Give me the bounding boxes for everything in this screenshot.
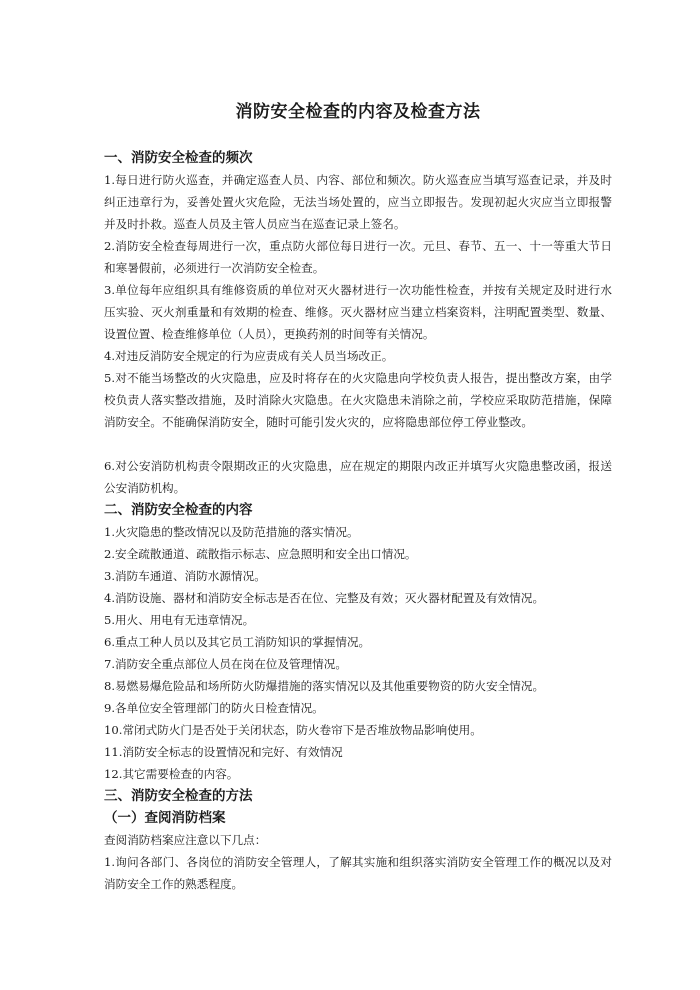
section-2-heading: 二、消防安全检查的内容 [104,502,253,518]
section-2-item-1: 1.火灾隐患的整改情况以及防范措施的落实情况。 [104,525,359,539]
section-2-item-11: 11.消防安全标志的设置情况和完好、有效情况 [104,745,343,759]
section-3-sub-1-intro: 查阅消防档案应注意以下几点： [104,833,267,847]
section-2-item-6: 6.重点工种人员以及其它员工消防知识的掌握情况。 [104,635,371,649]
section-1-heading: 一、消防安全检查的频次 [104,150,253,166]
section-2-item-10: 10.常闭式防火门是否处于关闭状态，防火卷帘下是否堆放物品影响使用。 [104,723,482,737]
section-3-sub-1-heading: （一）查阅消防档案 [104,810,226,826]
section-1-item-1: 1.每日进行防火巡查，并确定巡查人员、内容、部位和频次。防火巡查应当填写巡查记录，并及时纠正违章行为，妥善处置火灾危险，无法当场处置的，应当立即报告。发现初起火灾应当立即报警并及时扑救。巡查人员及主管人员应当在巡查记录上签名。 [104,173,612,231]
document-body [104,147,612,895]
section-2-item-12: 12.其它需要检查的内容。 [104,767,239,781]
section-1-item-3: 3.单位每年应组织具有维修资质的单位对灭火器材进行一次功能性检查，并按有关规定及时进行水压实验、灭火剂重量和有效期的检查、维修。灭火器材应当建立档案资料，注明配置类型、数量、设置位置、检查维修单位（人员），更换药剂的时间等有关情况。 [104,283,612,341]
section-1-item-6: 6.对公安消防机构责令限期改正的火灾隐患，应在规定的期限内改正并填写火灾隐患整改函，报送公安消防机构。 [104,459,612,495]
section-2-item-2: 2.安全疏散通道、疏散指示标志、应急照明和安全出口情况。 [104,547,417,561]
section-3-sub-1-item-1: 1.询问各部门、各岗位的消防安全管理人，了解其实施和组织落实消防安全管理工作的概况以及对消防安全工作的熟悉程度。 [104,855,612,891]
section-3-heading: 三、消防安全检查的方法 [104,788,253,804]
section-2-item-8: 8.易燃易爆危险品和场所防火防爆措施的落实情况以及其他重要物资的防火安全情况。 [104,679,545,693]
document-title: 消防安全检查的内容及检查方法 [235,102,481,122]
section-1-item-5: 5.对不能当场整改的火灾隐患，应及时将存在的火灾隐患向学校负责人报告，提出整改方案，由学校负责人落实整改措施，及时消除火灾隐患。在火灾隐患未消除之前，学校应采取防范措施，保障消防安全。不能确保消防安全，随时可能引发火灾的，应将隐患部位停工停业整改。 [104,371,612,429]
section-2-item-7: 7.消防安全重点部位人员在岗在位及管理情况。 [104,657,347,671]
section-2-item-3: 3.消防车通道、消防水源情况。 [104,569,266,583]
section-2-item-4: 4.消防设施、器材和消防安全标志是否在位、完整及有效；灭火器材配置及有效情况。 [104,591,545,605]
section-1-item-4: 4.对违反消防安全规定的行为应责成有关人员当场改正。 [104,349,394,363]
section-2-item-5: 5.用火、用电有无违章情况。 [104,613,255,627]
section-1-item-2: 2.消防安全检查每周进行一次，重点防火部位每日进行一次。元旦、春节、五一、十一等重大节日和寒暑假前，必须进行一次消防安全检查。 [104,239,612,275]
section-2-item-9: 9.各单位安全管理部门的防火日检查情况。 [104,701,324,715]
